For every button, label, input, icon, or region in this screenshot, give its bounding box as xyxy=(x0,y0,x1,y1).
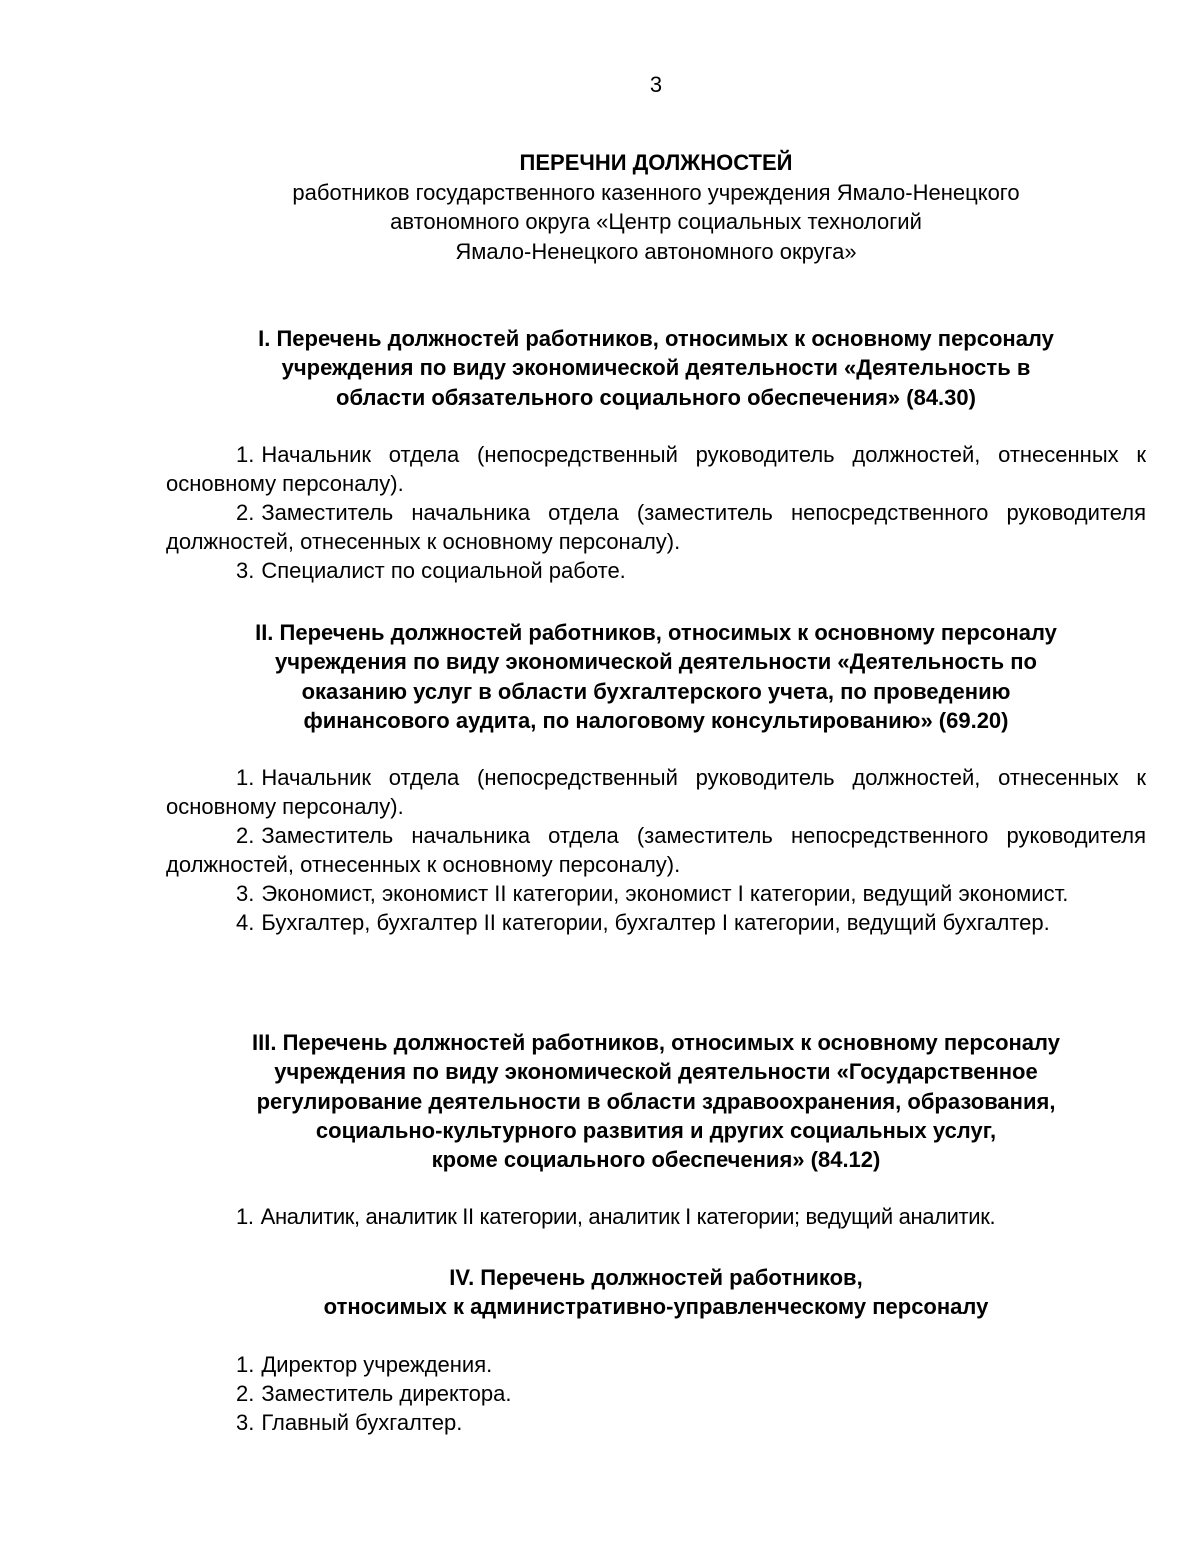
list-item xyxy=(166,1202,1146,1231)
document-title: ПЕРЕЧНИ ДОЛЖНОСТЕЙ xyxy=(519,150,793,175)
position-list xyxy=(166,440,1146,585)
section-heading-line: учреждения по виду экономической деятельности «Государственное xyxy=(274,1059,1038,1085)
list-item xyxy=(166,1350,1146,1379)
document-subtitle-line: автономного округа «Центр социальных технологий xyxy=(390,209,922,234)
item-number: 3. xyxy=(236,1409,255,1435)
item-number: 1. xyxy=(236,1351,255,1377)
item-text: Экономист, экономист II категории, экономист I категории, ведущий экономист. xyxy=(261,881,1069,907)
position-list xyxy=(166,1202,1146,1231)
item-number: 3. xyxy=(236,557,255,583)
section-4 xyxy=(166,1263,1146,1437)
item-text: Начальник отдела (непосредственный руководитель должностей, отнесенных к основному персоналу). xyxy=(166,765,1146,820)
section-heading-line: II. Перечень должностей работников, относимых к основному персоналу xyxy=(255,620,1057,645)
section-heading-line: относимых к административно-управленческому персоналу xyxy=(323,1294,989,1320)
item-number: 2. xyxy=(236,499,255,525)
item-text: Заместитель начальника отдела (заместитель непосредственного руководителя должностей, отнесенных к основному персоналу). xyxy=(166,823,1146,878)
item-number: 1. xyxy=(236,441,255,467)
section-heading-line: оказанию услуг в области бухгалтерского учета, по проведению xyxy=(301,678,1011,704)
page-number: 3 xyxy=(649,72,663,97)
section-heading-line: финансового аудита, по налоговому консультированию» (69.20) xyxy=(303,707,1009,733)
section-heading-line: III. Перечень должностей работников, относимых к основному персоналу xyxy=(252,1030,1060,1055)
section-heading xyxy=(166,1028,1146,1174)
section-heading xyxy=(166,618,1146,735)
list-item xyxy=(166,556,1146,585)
item-text: Аналитик, аналитик II категории, аналитик I категории; ведущий аналитик. xyxy=(260,1204,996,1230)
list-item xyxy=(166,1408,1146,1437)
section-heading xyxy=(166,1263,1146,1322)
section-heading-line: области обязательного социального обеспечения» (84.30) xyxy=(336,384,976,410)
section-3 xyxy=(166,1028,1146,1231)
item-text: Заместитель начальника отдела (заместитель непосредственного руководителя должностей, отнесенных к основному персоналу). xyxy=(166,499,1146,554)
section-2 xyxy=(166,618,1146,937)
item-text: Директор учреждения. xyxy=(261,1351,493,1377)
document-subtitle-line: работников государственного казенного учреждения Ямало-Ненецкого xyxy=(292,179,1020,205)
item-text: Специалист по социальной работе. xyxy=(261,557,626,583)
item-text: Главный бухгалтер. xyxy=(261,1409,463,1435)
item-text: Бухгалтер, бухгалтер II категории, бухгалтер I категории, ведущий бухгалтер. xyxy=(261,910,1050,936)
section-heading-line: учреждения по виду экономической деятельности «Деятельность по xyxy=(275,649,1037,675)
document-subtitle-line: Ямало-Ненецкого автономного округа» xyxy=(455,238,857,264)
item-number: 3. xyxy=(236,881,255,907)
section-heading-line: кроме социального обеспечения» (84.12) xyxy=(431,1147,881,1173)
position-list xyxy=(166,763,1146,937)
item-number: 1. xyxy=(236,1204,254,1230)
list-item xyxy=(166,440,1146,498)
list-item xyxy=(166,908,1146,937)
position-list xyxy=(166,1350,1146,1437)
item-text: Заместитель директора. xyxy=(261,1380,512,1406)
section-heading-line: регулирование деятельности в области здравоохранения, образования, xyxy=(256,1088,1056,1114)
section-heading-line: учреждения по виду экономической деятельности «Деятельность в xyxy=(281,355,1031,381)
item-number: 4. xyxy=(236,910,255,936)
section-heading-line: I. Перечень должностей работников, относимых к основному персоналу xyxy=(258,326,1054,351)
section-1 xyxy=(166,324,1146,585)
section-heading xyxy=(166,324,1146,412)
list-item xyxy=(166,1379,1146,1408)
list-item xyxy=(166,498,1146,556)
item-text: Начальник отдела (непосредственный руководитель должностей, отнесенных к основному персоналу). xyxy=(166,441,1146,496)
section-heading-line: социально-культурного развития и других социальных услуг, xyxy=(315,1117,997,1143)
section-heading-line: IV. Перечень должностей работников, xyxy=(449,1265,863,1290)
list-item xyxy=(166,821,1146,879)
item-number: 1. xyxy=(236,765,255,791)
item-number: 2. xyxy=(236,1380,255,1406)
item-number: 2. xyxy=(236,823,255,849)
list-item xyxy=(166,879,1146,908)
document-header xyxy=(166,148,1146,266)
list-item xyxy=(166,763,1146,821)
